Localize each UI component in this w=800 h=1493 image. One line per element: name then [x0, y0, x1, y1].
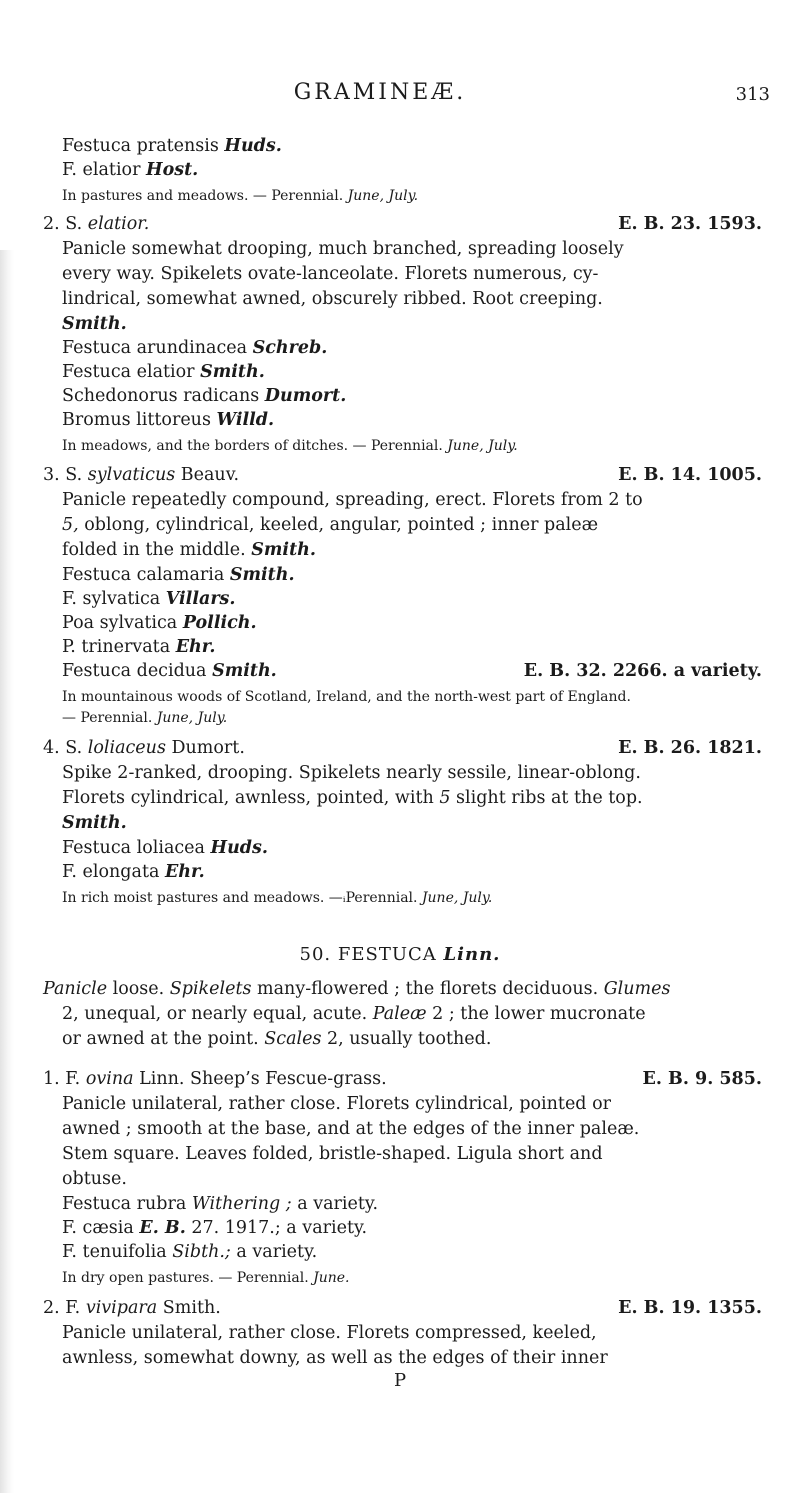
page-edge-shadow [0, 250, 14, 1493]
habitat-line: In rich moist pastures and meadows. —ᵢPerennial. June, July. [62, 890, 493, 906]
genus-description-line: Panicle loose. Spikelets many-flowered ; the florets deciduous. Glumes [43, 979, 671, 999]
species-heading: 2. S. elatior. [43, 214, 150, 234]
description-line: Panicle unilateral, rather close. Florets cylindrical, pointed or [62, 1094, 611, 1114]
description-line: every way. Spikelets ovate-lanceolate. Florets numerous, cy- [62, 264, 599, 284]
synonym-line: Festuca elatior Smith. [62, 362, 265, 382]
plate-reference: E. B. 26. 1821. [618, 738, 762, 758]
description-line: Panicle repeatedly compound, spreading, erect. Florets from 2 to [62, 490, 643, 510]
description-line: lindrical, somewhat awned, obscurely ribbed. Root creeping. [62, 289, 603, 309]
habitat-line: In mountainous woods of Scotland, Ireland, and the north-west part of England. [62, 689, 631, 705]
synonym-line: F. tenuifolia Sibth.; a variety. [62, 1242, 318, 1262]
synonym-line: Festuca decidua Smith. [62, 661, 277, 681]
synonym-line: Festuca pratensis Huds. [62, 136, 282, 156]
synonym-line: Festuca loliacea Huds. [62, 838, 268, 858]
synonym-line: F. elongata Ehr. [62, 862, 205, 882]
plate-reference: E. B. 32. 2266. a variety. [523, 661, 762, 681]
running-header [0, 78, 800, 112]
plate-reference: E. B. 9. 585. [642, 1069, 762, 1089]
habitat-line: In dry open pastures. — Perennial. June. [62, 1270, 350, 1286]
synonym-line: F. sylvatica Villars. [62, 589, 236, 609]
description-line: Stem square. Leaves folded, bristle-shaped. Ligula short and [62, 1144, 603, 1164]
species-heading: 4. S. loliaceus Dumort. [43, 738, 245, 758]
signature-mark: P [393, 1370, 407, 1391]
plate-reference: E. B. 14. 1005. [618, 465, 762, 485]
synonym-line: F. cæsia E. B. 27. 1917.; a variety. [62, 1218, 368, 1238]
description-line: folded in the middle. Smith. [62, 540, 316, 560]
description-line: obtuse. [62, 1169, 127, 1189]
habitat-line: — Perennial. June, July. [62, 710, 228, 726]
page-title: GRAMINEÆ. [293, 80, 467, 105]
genus-description-line: or awned at the point. Scales 2, usually toothed. [62, 1029, 492, 1049]
synonym-line: Festuca calamaria Smith. [62, 565, 295, 585]
species-heading: 2. F. vivipara Smith. [43, 1298, 221, 1318]
description-line: Florets cylindrical, awnless, pointed, with 5 slight ribs at the top. [62, 788, 643, 808]
description-line: Panicle somewhat drooping, much branched, spreading loosely [62, 239, 624, 259]
habitat-line: In pastures and meadows. — Perennial. June, July. [62, 188, 419, 204]
species-heading: 1. F. ovina Linn. Sheep’s Fescue-grass. [43, 1069, 387, 1089]
description-line: awned ; smooth at the base, and at the edges of the inner paleæ. [62, 1119, 640, 1139]
genus-description-line: 2, unequal, or nearly equal, acute. Paleæ 2 ; the lower mucronate [62, 1004, 646, 1024]
synonym-line: F. elatior Host. [62, 160, 199, 180]
description-line: awnless, somewhat downy, as well as the edges of their inner [62, 1348, 608, 1368]
description-line: Spike 2-ranked, drooping. Spikelets nearly sessile, linear-oblong. [62, 763, 641, 783]
plate-reference: E. B. 23. 1593. [618, 214, 762, 234]
synonym-line: Festuca arundinacea Schreb. [62, 338, 328, 358]
description-line: 5, oblong, cylindrical, keeled, angular, pointed ; inner paleæ [62, 515, 599, 535]
species-heading: 3. S. sylvaticus Beauv. [43, 465, 240, 485]
genus-heading: 50. FESTUCA Linn. [299, 944, 501, 965]
description-line: Panicle unilateral, rather close. Florets compressed, keeled, [62, 1323, 597, 1343]
synonym-line: P. trinervata Ehr. [62, 637, 216, 657]
habitat-line: In meadows, and the borders of ditches. — Perennial. June, July. [62, 438, 518, 454]
plate-reference: E. B. 19. 1355. [618, 1298, 762, 1318]
synonym-line: Poa sylvatica Pollich. [62, 613, 257, 633]
page-number: 313 [735, 84, 770, 105]
synonym-line: Bromus littoreus Willd. [62, 410, 275, 430]
synonym-line: Schedonorus radicans Dumort. [62, 386, 347, 406]
authority: Smith. [62, 314, 127, 334]
synonym-line: Festuca rubra Withering ; a variety. [62, 1194, 379, 1214]
authority: Smith. [62, 813, 127, 833]
